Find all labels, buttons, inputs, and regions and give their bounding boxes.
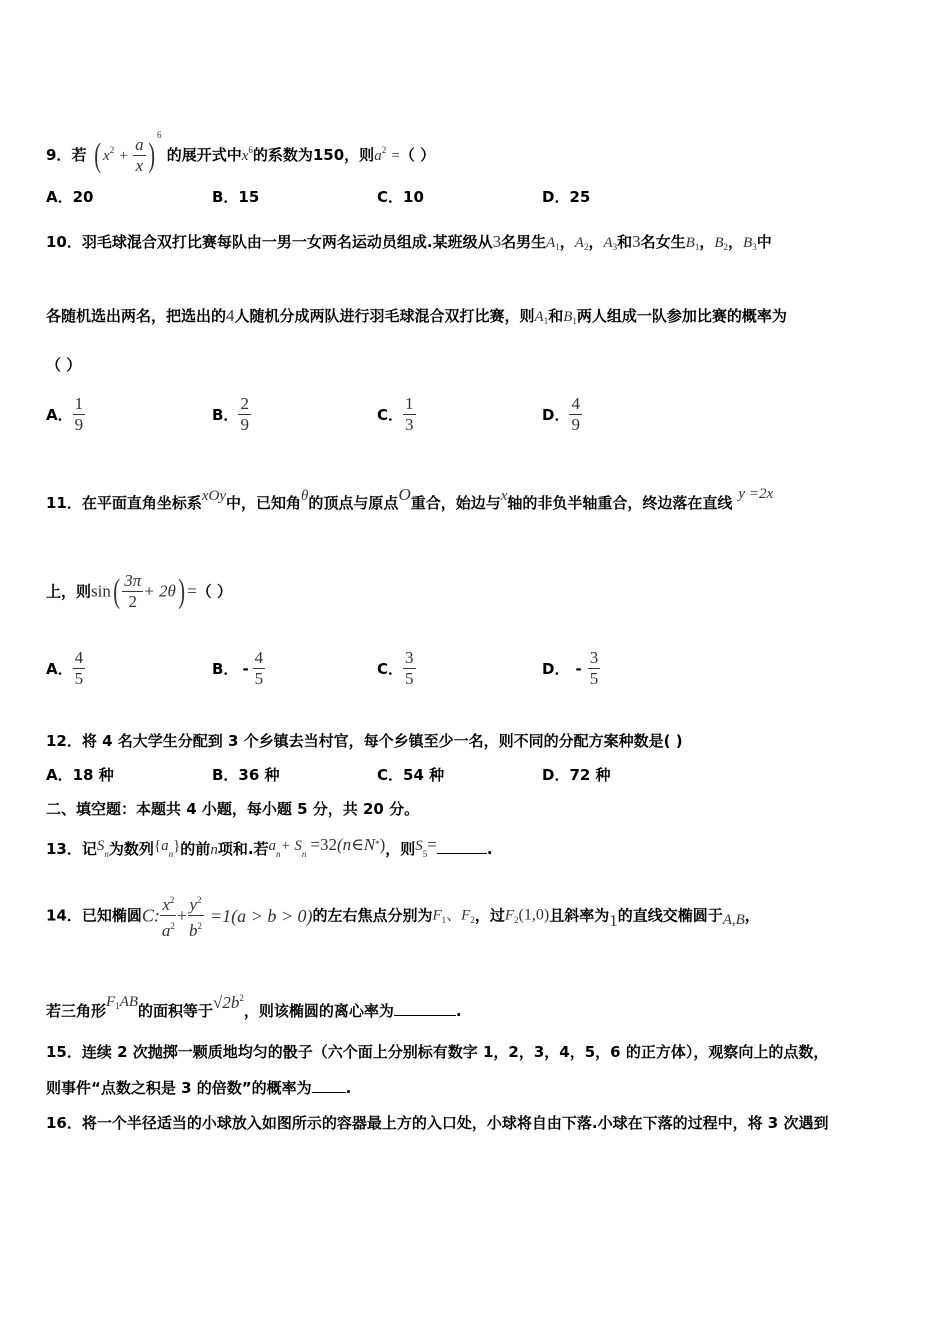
- sub-n: n: [168, 849, 174, 859]
- math-close: ): [379, 835, 386, 854]
- question-10-line1: [46, 232, 772, 257]
- math-b: b: [189, 921, 198, 940]
- question-text: 轴的非负半轴重合，终边落在直线: [507, 494, 733, 512]
- option-a: A．18 种: [46, 766, 114, 784]
- period: .: [486, 840, 493, 858]
- frac-num: 4: [74, 648, 84, 667]
- sub-1: 1: [543, 316, 549, 326]
- option-label: B．: [212, 406, 239, 424]
- equals: =: [427, 835, 437, 854]
- math-3: 3: [492, 232, 502, 251]
- math-y: y: [189, 895, 198, 914]
- option-c: C．10: [377, 188, 424, 206]
- option-label: B．: [212, 660, 239, 678]
- section-heading: 二、填空题：本题共 4 小题，每小题 5 分，共 20 分。: [46, 800, 420, 818]
- answer-blank[interactable]: [437, 853, 487, 854]
- sign: -: [575, 659, 582, 678]
- option-label: A．: [46, 660, 73, 678]
- option-b: B．15: [212, 188, 260, 206]
- question-text: 和: [548, 307, 564, 325]
- math-sin: sin: [91, 581, 111, 601]
- fraction: [73, 394, 86, 435]
- frac-den: 5: [254, 669, 264, 688]
- frac-den: 2: [128, 592, 137, 611]
- question-text: 两人组成一队参加比赛的概率为: [576, 307, 787, 325]
- frac-num: 3: [589, 648, 599, 667]
- frac-den: [187, 916, 204, 941]
- math-B1: B: [685, 235, 695, 251]
- sign: -: [242, 659, 249, 678]
- math-eq-32: =32: [310, 835, 337, 854]
- paren-close: ): [147, 136, 155, 174]
- period: .: [455, 1002, 462, 1020]
- math-B2: B: [714, 235, 724, 251]
- question-text: 11．在平面直角坐标系: [46, 494, 202, 512]
- frac-num: 3π: [124, 571, 142, 590]
- exp-2: 2: [197, 895, 202, 905]
- frac-den: 5: [405, 669, 414, 688]
- exp-2: 2: [239, 993, 244, 1003]
- option-b: [212, 648, 265, 689]
- sub-n: n: [104, 849, 109, 859]
- math-a2: a: [374, 148, 382, 164]
- comma: ，: [588, 233, 604, 251]
- math-line: y =2x: [738, 486, 774, 502]
- sub-1: 1: [555, 242, 560, 252]
- exp-6: 6: [248, 145, 253, 155]
- option-d: [542, 394, 582, 435]
- math-n: n: [210, 842, 218, 858]
- frac-num: 4: [254, 648, 264, 667]
- question-text: 的系数为150，则: [252, 146, 375, 164]
- frac-num: 2: [240, 394, 249, 413]
- exp-2: 2: [170, 921, 175, 931]
- math-A3: A: [603, 235, 613, 251]
- sub-1: 1: [115, 1001, 120, 1011]
- math-A1: A: [546, 235, 556, 251]
- question-16-line1: 16．将一个半径适当的小球放入如图所示的容器最上方的入口处，小球将自由下落.小球在下落的过程中，将 3 次遇到: [46, 1114, 829, 1132]
- math-4: 4: [226, 306, 235, 325]
- question-text: ，则: [385, 840, 416, 858]
- question-12: 12．将 4 名大学生分配到 3 个乡镇去当村官，每个乡镇至少一名，则不同的分配方案种数是( ): [46, 732, 683, 750]
- exp-2: 2: [169, 895, 175, 905]
- option-a: [46, 648, 85, 689]
- answer-paren: （ ）: [196, 582, 232, 601]
- option-label: D．: [542, 406, 570, 424]
- frac-num: 1: [74, 394, 84, 413]
- math-F2: F: [461, 907, 471, 924]
- question-15-line2: [46, 1078, 351, 1098]
- frac-den: 5: [589, 669, 599, 688]
- math-B1: B: [563, 309, 573, 325]
- question-text: 的面积等于: [138, 1002, 214, 1020]
- frac-num: 3: [405, 648, 414, 667]
- question-text: 项和.若: [217, 840, 269, 858]
- math-A2: A: [574, 235, 584, 251]
- question-text: 中: [756, 233, 772, 251]
- frac-num: [188, 890, 204, 916]
- exp-2: 2: [381, 145, 387, 155]
- fraction: [238, 394, 251, 435]
- math-sqrt2b: √2b: [213, 993, 240, 1012]
- question-text: 13．记: [46, 840, 97, 858]
- question-text: 名女生: [640, 233, 686, 251]
- question-10-answer-paren: （ ）: [46, 356, 82, 374]
- sub-n: n: [301, 849, 307, 859]
- question-text: 为数列: [108, 840, 154, 858]
- math-S: S: [96, 838, 105, 854]
- math-x: x: [500, 488, 508, 504]
- frac-den: 5: [74, 669, 84, 688]
- fraction-y2-b2: [187, 890, 204, 941]
- math-a: a: [161, 838, 169, 854]
- frac-den: 3: [405, 415, 414, 434]
- question-text: 的直线交椭圆于: [617, 906, 723, 925]
- separator: 、: [446, 907, 462, 924]
- exp-2: 2: [109, 145, 115, 155]
- question-14-line1: 14．已知椭圆C: $\frac{x^2}{a^2}$ + $\frac{y^2}{b^2}$ =1(a > b > 0)的左右焦点分别为$F_1$、$F_2$，过$F_2(1,0)$且斜率为1的直线交椭圆于A,B，: [46, 890, 760, 938]
- option-a: [46, 394, 85, 435]
- question-text: 名男生: [501, 233, 547, 251]
- question-number: 9．: [46, 146, 72, 164]
- math-AB: A,B: [722, 912, 745, 928]
- sub-n: n: [276, 849, 281, 859]
- fraction-3pi-over-2: [122, 571, 143, 612]
- option-b: [212, 394, 251, 435]
- question-11-line1: [46, 484, 773, 513]
- question-text: 和: [617, 233, 633, 251]
- sub-5: 5: [422, 849, 428, 859]
- math-condition: (n∈N: [336, 835, 376, 854]
- math-S: S: [415, 838, 423, 854]
- paren-close: ): [178, 572, 185, 610]
- option-c: C．54 种: [377, 766, 445, 784]
- question-text: 则事件“点数之积是 3 的倍数”的概率为: [46, 1079, 312, 1097]
- math-F1: F: [432, 907, 442, 924]
- question-text: ，则该椭圆的离心率为: [243, 1002, 394, 1020]
- math-AB: AB: [119, 994, 139, 1010]
- sub-3: 3: [612, 242, 618, 252]
- equals: =: [187, 581, 197, 601]
- option-label: D．: [542, 660, 570, 678]
- comma: ，: [744, 906, 760, 925]
- math-theta: θ: [301, 488, 309, 504]
- question-text: 14．已知椭圆: [46, 906, 142, 925]
- math-equation: =1(a > b > 0): [210, 905, 313, 926]
- equals: =: [391, 148, 400, 164]
- option-c: [377, 648, 416, 689]
- math-O: O: [398, 485, 411, 504]
- math-F2: F: [504, 907, 515, 924]
- math-a: a: [161, 921, 171, 940]
- math-x: x: [103, 148, 110, 164]
- sub-1: 1: [694, 242, 700, 252]
- fraction: [588, 648, 601, 689]
- option-d: D．72 种: [542, 766, 611, 784]
- math-point: (1,0): [518, 906, 550, 924]
- math-a: a: [268, 838, 277, 854]
- option-d: [542, 648, 600, 689]
- sub-2: 2: [583, 242, 589, 252]
- option-c: [377, 394, 416, 435]
- question-13: 13．记$S_n$为数列$\{a_n\}$的前n项和.若$a_n+ S_n$ =32(n∈N*)，则$S_5=$ .: [46, 835, 493, 859]
- option-label: C．: [377, 406, 404, 424]
- fraction: [73, 648, 86, 689]
- comma: ，: [728, 233, 744, 251]
- question-9: [46, 125, 435, 176]
- math-plus-S: + S: [280, 838, 302, 854]
- sub-2: 2: [723, 242, 729, 252]
- question-text: 人随机分成两队进行羽毛球混合双打比赛，则: [234, 307, 535, 325]
- sub-2: 2: [470, 915, 475, 925]
- frac-num: 1: [405, 394, 414, 413]
- comma: ，: [699, 233, 715, 251]
- question-text: 上，则: [46, 582, 92, 601]
- math-A1: A: [534, 309, 544, 325]
- math-xOy: xOy: [201, 488, 227, 504]
- option-d: D．25: [542, 188, 591, 206]
- answer-paren: （ ）: [399, 146, 436, 164]
- option-label: A．: [46, 406, 73, 424]
- math-B3: B: [743, 235, 753, 251]
- fraction: [403, 394, 416, 435]
- frac-num: [160, 890, 176, 916]
- answer-blank[interactable]: [394, 1015, 456, 1016]
- question-text: 若三角形: [46, 1002, 107, 1020]
- sup-star: *: [375, 839, 380, 849]
- fraction: [253, 648, 266, 689]
- question-text: 10．羽毛球混合双打比赛每队由一男一女两名运动员组成.某班级从: [46, 233, 493, 251]
- math-F1: F: [106, 994, 116, 1010]
- frac-den: 9: [240, 415, 249, 434]
- frac-num: 4: [571, 394, 580, 413]
- math-1: 1: [609, 911, 618, 930]
- frac-den: 9: [571, 415, 580, 434]
- question-text: 各随机选出两名，把选出的: [46, 307, 227, 325]
- sub-1: 1: [441, 915, 447, 925]
- question-text: 的展开式中: [166, 146, 242, 164]
- option-label: C．: [377, 660, 404, 678]
- exp-2: 2: [197, 921, 203, 931]
- fraction-x2-a2: [160, 890, 177, 941]
- sub-3: 3: [752, 242, 757, 252]
- fraction: [569, 394, 582, 435]
- option-a: A．20: [46, 188, 94, 206]
- question-text: 重合，始边与: [410, 494, 501, 512]
- question-15-line1: 15．连续 2 次抛掷一颗质地均匀的骰子（六个面上分别标有数字 1，2，3，4，5，6 的正方体），观察向上的点数，: [46, 1043, 829, 1061]
- question-text: ，过: [474, 906, 505, 925]
- question-text: 的前: [180, 840, 211, 858]
- paren-open: (: [93, 136, 101, 174]
- fraction: [403, 648, 416, 689]
- question-10-line2: [46, 306, 787, 331]
- sub-1: 1: [572, 316, 577, 326]
- math-x6: x: [241, 148, 249, 164]
- question-14-line2: [46, 988, 462, 1021]
- frac-den: [160, 916, 177, 941]
- sub-2: 2: [514, 915, 519, 925]
- frac-num: a: [135, 135, 144, 154]
- math-x: x: [162, 895, 170, 914]
- question-text: 的左右焦点分别为: [312, 906, 433, 925]
- question-text: 的顶点与原点: [308, 494, 399, 512]
- exponent-6: 6: [156, 130, 162, 140]
- fraction-a-over-x: [133, 135, 146, 176]
- comma: ，: [559, 233, 575, 251]
- answer-blank[interactable]: [312, 1092, 346, 1093]
- question-11-line2: [46, 570, 232, 612]
- period: .: [345, 1079, 352, 1097]
- question-text: 且斜率为: [549, 906, 610, 925]
- frac-den: 9: [74, 415, 84, 434]
- plus-sign: +: [119, 148, 128, 164]
- frac-den: x: [135, 156, 144, 175]
- math-plus-2theta: + 2θ: [143, 581, 176, 601]
- math-3: 3: [632, 232, 641, 251]
- question-text: 若: [71, 146, 87, 164]
- paren-open: (: [113, 572, 120, 610]
- math-C: C:: [141, 905, 160, 926]
- option-b: B．36 种: [212, 766, 280, 784]
- question-text: 中，已知角: [226, 494, 302, 512]
